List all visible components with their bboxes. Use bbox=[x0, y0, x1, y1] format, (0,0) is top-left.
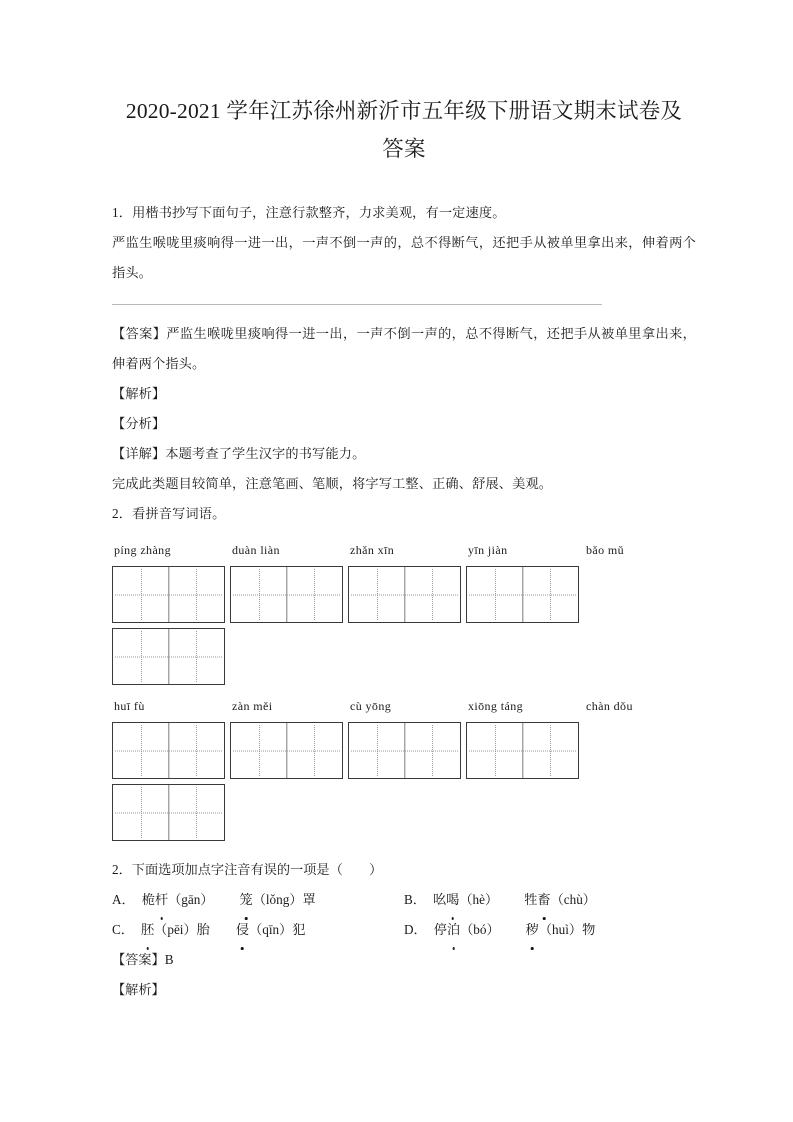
character-grid-row bbox=[112, 628, 696, 685]
character-grid-box[interactable] bbox=[466, 722, 579, 779]
emphasis-dot-char: 喝 bbox=[446, 885, 459, 915]
option-text-post: （huì）物 bbox=[538, 922, 596, 937]
option-part bbox=[240, 885, 316, 915]
pinyin-label: huī fù bbox=[114, 699, 145, 713]
question-3-jiexi-label: 【解析】 bbox=[112, 982, 165, 997]
option-text-pre: 牲 bbox=[524, 892, 538, 907]
option-text-post: （pēi）胎 bbox=[154, 922, 210, 937]
option-part bbox=[142, 885, 214, 915]
option-text-pre: 停 bbox=[433, 922, 447, 937]
option-letter: C． bbox=[112, 922, 134, 937]
pinyin-label: zhǎn xīn bbox=[350, 543, 395, 557]
pinyin-label: zàn měi bbox=[232, 699, 273, 713]
question-3-answer: 【答案】B bbox=[112, 952, 174, 967]
character-grid-box[interactable] bbox=[230, 566, 343, 623]
section-divider bbox=[112, 304, 602, 305]
question-3-stem: 2．下面选项加点字注音有误的一项是（ ） bbox=[112, 862, 383, 877]
option-text-post: （lǒng）罩 bbox=[252, 892, 316, 907]
option-part bbox=[524, 885, 596, 915]
pinyin-label: cù yōng bbox=[350, 699, 392, 713]
question-3-option-row bbox=[112, 915, 696, 945]
option-letter: A． bbox=[112, 892, 135, 907]
option-part bbox=[141, 915, 210, 945]
emphasis-dot-char: 笼 bbox=[240, 885, 253, 915]
character-grid-box[interactable] bbox=[112, 784, 225, 841]
option-text-post: （qīn）犯 bbox=[249, 922, 306, 937]
character-grid-box[interactable] bbox=[112, 628, 225, 685]
question-1-stem: 1．用楷书抄写下面句子，注意行款整齐，力求美观，有一定速度。 bbox=[112, 205, 506, 220]
emphasis-dot-char: 侵 bbox=[236, 915, 249, 945]
page-title: 2020-2021 学年江苏徐州新沂市五年级下册语文期末试卷及答案 bbox=[125, 99, 683, 161]
pinyin-label: chàn dǒu bbox=[586, 699, 633, 713]
option-text-pre: 桅 bbox=[141, 892, 155, 907]
pinyin-label: xiōng táng bbox=[468, 699, 523, 713]
question-3-option-row bbox=[112, 885, 696, 915]
character-grid-box[interactable] bbox=[348, 566, 461, 623]
emphasis-dot-char: 泊 bbox=[447, 915, 460, 945]
option-c[interactable] bbox=[112, 915, 404, 945]
question-1-xiangjie-2: 完成此类题目较简单，注意笔画、笔顺，将字写工整、正确、舒展、美观。 bbox=[112, 476, 553, 491]
option-part bbox=[434, 915, 500, 945]
question-2-stem: 2．看拼音写词语。 bbox=[112, 506, 226, 521]
option-d[interactable] bbox=[404, 915, 696, 945]
option-part bbox=[236, 915, 306, 945]
character-grid-box[interactable] bbox=[466, 566, 579, 623]
character-grid-box[interactable] bbox=[112, 722, 225, 779]
option-text-post: （chù） bbox=[550, 892, 596, 907]
pinyin-label: yīn jiàn bbox=[468, 543, 508, 557]
character-grid-row bbox=[112, 566, 696, 623]
option-text-post: （gān） bbox=[168, 892, 214, 907]
emphasis-dot-char: 畜 bbox=[537, 885, 550, 915]
character-grid-row bbox=[112, 722, 696, 779]
question-2-block bbox=[112, 499, 696, 841]
question-1-answer: 【答案】严监生喉咙里痰响得一进一出，一声不倒一声的，总不得断气，还把手从被单里拿出来，伸着两个指头。 bbox=[112, 326, 696, 371]
emphasis-dot-char: 杆 bbox=[155, 885, 168, 915]
emphasis-dot-char: 秽 bbox=[526, 915, 539, 945]
question-3-block bbox=[112, 855, 696, 1005]
option-text-post: （hè） bbox=[459, 892, 499, 907]
option-b[interactable] bbox=[404, 885, 696, 915]
character-grid-box[interactable] bbox=[112, 566, 225, 623]
emphasis-dot-char: 胚 bbox=[141, 915, 154, 945]
option-a[interactable] bbox=[112, 885, 404, 915]
option-letter: D． bbox=[404, 922, 427, 937]
pinyin-label: duàn liàn bbox=[232, 543, 280, 557]
pinyin-label: bǎo mǔ bbox=[586, 543, 625, 557]
question-1-block bbox=[112, 198, 696, 499]
character-grid-box[interactable] bbox=[230, 722, 343, 779]
pinyin-row-group-2 bbox=[114, 695, 696, 717]
pinyin-label: píng zhàng bbox=[114, 543, 171, 557]
option-text-pre: 吆 bbox=[432, 892, 447, 907]
pinyin-row-group-1 bbox=[114, 539, 696, 561]
option-part bbox=[526, 915, 596, 945]
option-part bbox=[433, 885, 498, 915]
character-grid-box[interactable] bbox=[348, 722, 461, 779]
option-letter: B． bbox=[404, 892, 426, 907]
question-1-xiangjie: 【详解】本题考查了学生汉字的书写能力。 bbox=[112, 446, 366, 461]
question-1-fenxi-label: 【分析】 bbox=[112, 416, 166, 431]
question-1-body: 严监生喉咙里痰响得一进一出，一声不倒一声的，总不得断气，还把手从被单里拿出来，伸着两个指头。 bbox=[112, 235, 696, 280]
question-1-jiexi-label: 【解析】 bbox=[112, 386, 166, 401]
option-text-post: （bó） bbox=[460, 922, 500, 937]
character-grid-row bbox=[112, 784, 696, 841]
